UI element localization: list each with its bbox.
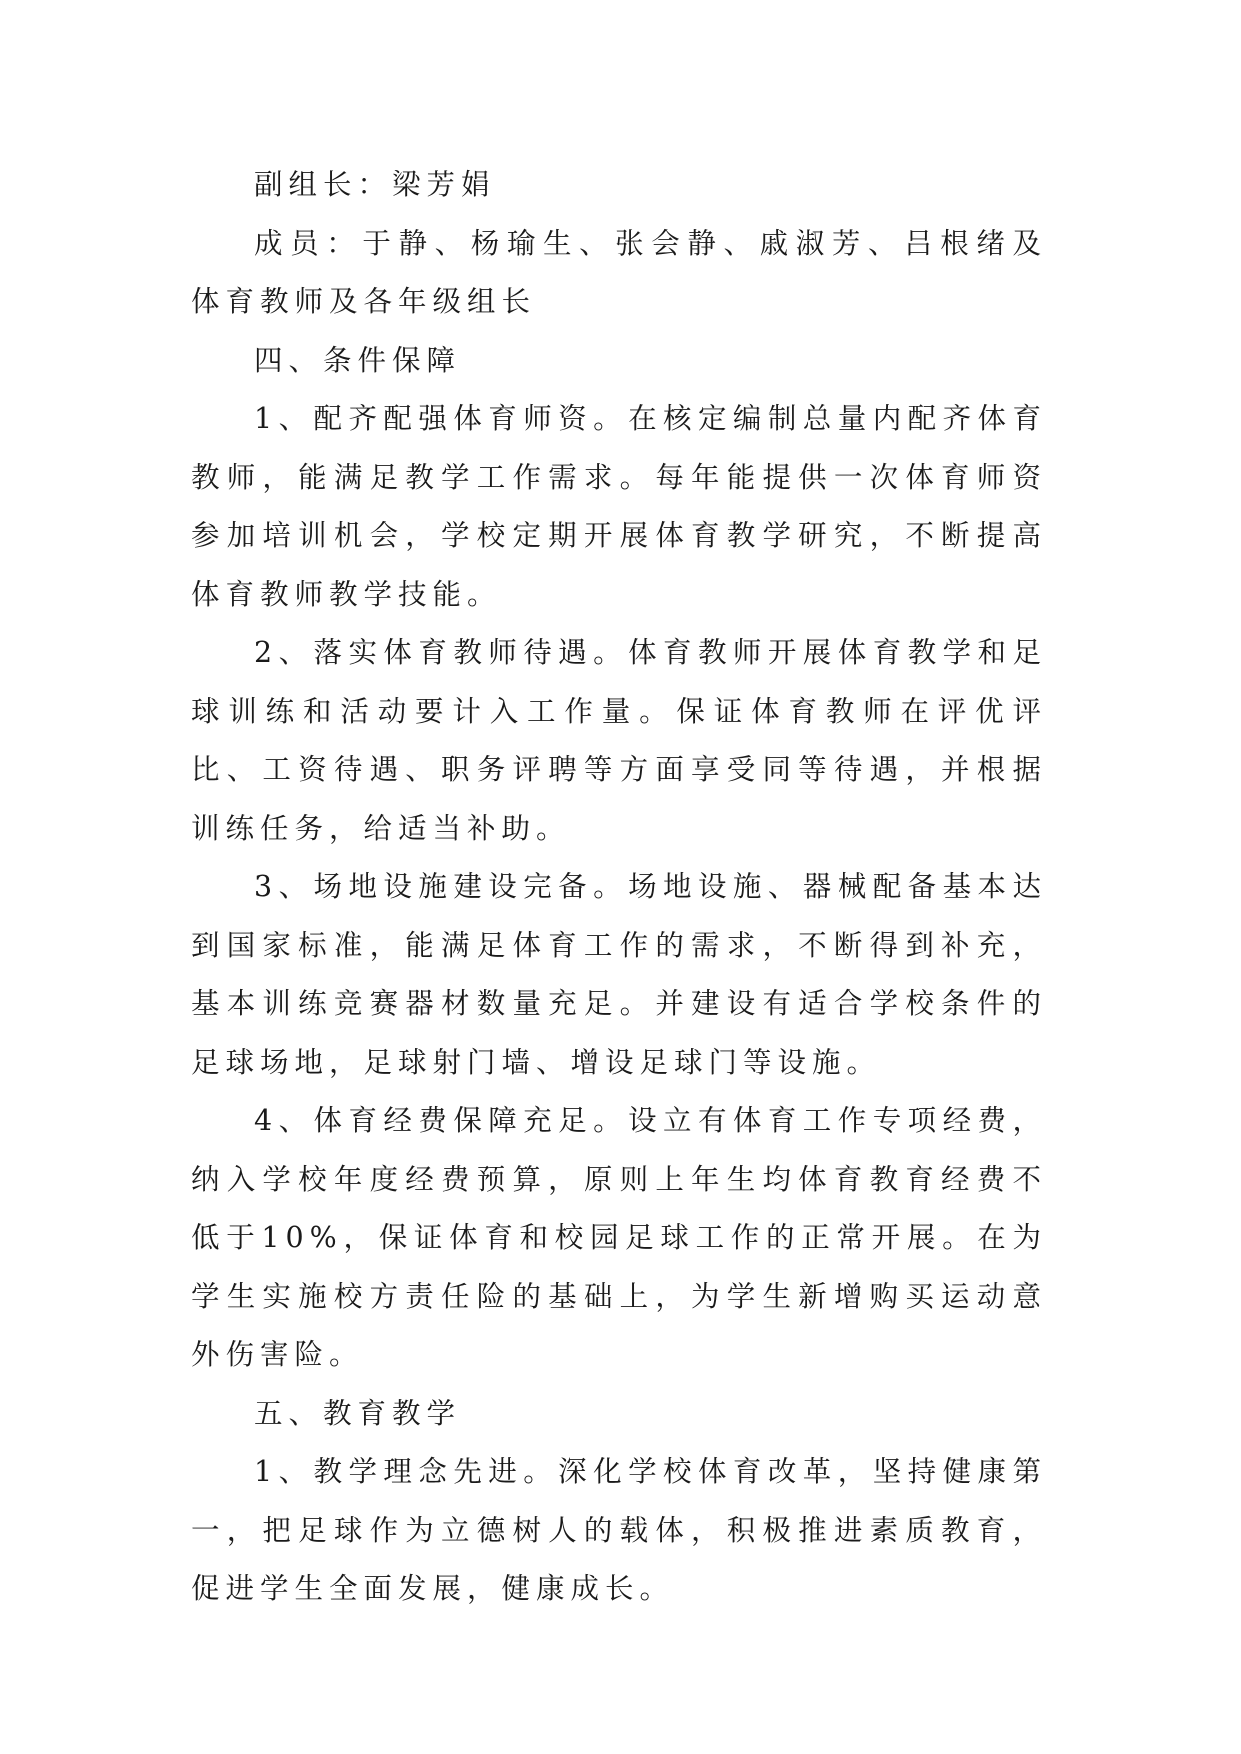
paragraph-vice-leader: 副组长：梁芳娟	[254, 168, 496, 201]
paragraph-teaching-philosophy: 1、教学理念先进。深化学校体育改革，坚持健康第一，把足球作为立德树人的载体，积极推进素质教育，促进学生全面发展，健康成长。	[191, 1455, 1047, 1605]
paragraph-members: 成员：于静、杨瑜生、张会静、戚淑芳、吕根绪及体育教师及各年级组长	[191, 226, 1047, 318]
document-body	[191, 156, 1047, 1619]
paragraph-teaching-staff: 1、配齐配强体育师资。在核定编制总量内配齐体育教师，能满足教学工作需求。每年能提供一次体育师资参加培训机会，学校定期开展体育教学研究，不断提高体育教师教学技能。	[191, 402, 1047, 611]
paragraph-teacher-treatment: 2、落实体育教师待遇。体育教师开展体育教学和足球训练和活动要计入工作量。保证体育教师在评优评比、工资待遇、职务评聘等方面享受同等待遇，并根据训练任务，给适当补助。	[191, 636, 1047, 845]
section-heading-education: 五、教育教学	[254, 1396, 462, 1430]
paragraph-facilities: 3、场地设施建设完备。场地设施、器械配备基本达到国家标准，能满足体育工作的需求，不断得到补充，基本训练竞赛器材数量充足。并建设有适合学校条件的足球场地，足球射门墙、增设足球门等设施。	[191, 870, 1047, 1079]
paragraph-funding: 4、体育经费保障充足。设立有体育工作专项经费，纳入学校年度经费预算，原则上年生均体育教育经费不低于10%，保证体育和校园足球工作的正常开展。在为学生实施校方责任险的基础上，为学生新增购买运动意外伤害险。	[191, 1104, 1047, 1371]
section-heading-conditions: 四、条件保障	[254, 343, 462, 377]
